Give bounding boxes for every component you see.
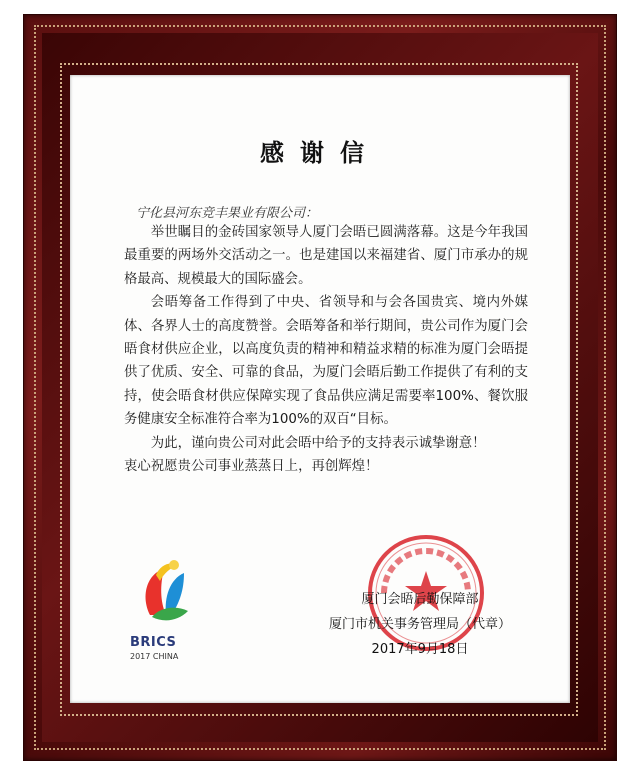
brics-logo-subtitle: 2017 CHINA <box>130 652 179 661</box>
signature-date: 2017年9月18日 <box>371 642 469 657</box>
letter-title: 感谢信 <box>260 138 380 167</box>
brics-emblem-icon <box>130 555 202 635</box>
paragraph-3: 为此，谨向贵公司对此会晤中给予的支持表示诚挚谢意！ <box>150 435 486 451</box>
brics-logo-text: BRICS <box>130 635 177 650</box>
paragraph-4: 衷心祝愿贵公司事业蒸蒸日上，再创辉煌！ <box>124 459 379 475</box>
picture-frame <box>24 15 616 760</box>
brics-logo <box>130 555 202 667</box>
paragraph-2: 会晤筹备工作得到了中央、省领导和与会各国贵宾、境内外媒体、各界人士的高度赞誉。会晤筹备和举行期间，贵公司作为厦门会晤食材供应企业，以高度负责的精神和精益求精的标准为厦门会晤提供了优质、安全、可靠的食品，为厦门会晤后勤工作提供了有利的支持，使会晤食材供应保障实现了食品供应满足需要率100%、餐饮服务健康安全标准符合率为100%的双百“目标。 <box>124 295 528 428</box>
certificate-paper <box>70 75 570 703</box>
recipient-line: 宁化县河东竞丰果业有限公司： <box>136 206 319 221</box>
letter-body <box>124 221 528 478</box>
signature-bureau: 厦门市机关事务管理局（代章） <box>328 617 511 632</box>
signature-department: 厦门会晤后勤保障部 <box>361 592 479 607</box>
paragraph-1: 举世瞩目的金砖国家领导人厦门会晤已圆满落幕。这是今年我国最重要的两场外交活动之一。也是建国以来福建省、厦门市承办的规格最高、规模最大的国际盛会。 <box>124 225 528 287</box>
